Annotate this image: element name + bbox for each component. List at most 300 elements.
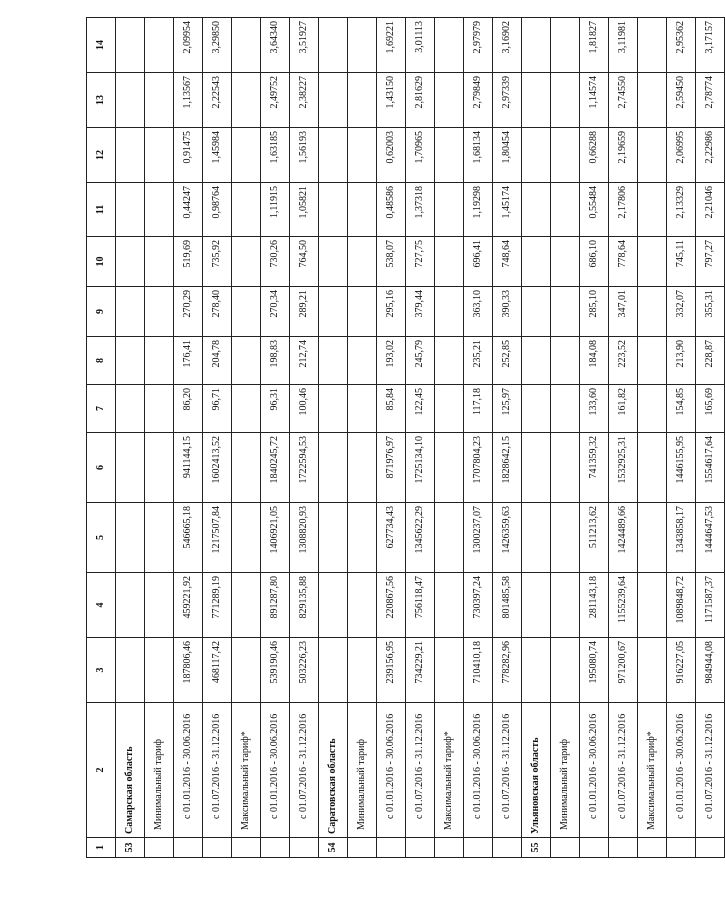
tariff-type-label: Максимальный тариф* [435, 703, 464, 838]
period-row [580, 18, 609, 858]
empty-cell [145, 385, 174, 433]
value-cell-col-11: 1,45174 [493, 183, 522, 237]
empty-cell [319, 638, 348, 703]
value-cell-col-4: 801485,58 [493, 573, 522, 638]
value-cell-col-5: 1343858,17 [667, 503, 696, 573]
empty-cell [406, 838, 435, 858]
value-cell-col-7: 125,97 [493, 385, 522, 433]
column-header-2: 2 [87, 703, 116, 838]
empty-cell [638, 838, 667, 858]
empty-cell [435, 337, 464, 385]
region-number: 55 [522, 838, 551, 858]
empty-cell [435, 237, 464, 287]
empty-cell [522, 433, 551, 503]
empty-cell [609, 838, 638, 858]
value-cell-col-8: 184,08 [580, 337, 609, 385]
value-cell-col-3: 710410,18 [464, 638, 493, 703]
empty-cell [145, 128, 174, 183]
value-cell-col-6: 1446155,95 [667, 433, 696, 503]
column-header-7: 7 [87, 385, 116, 433]
empty-cell [435, 433, 464, 503]
value-cell-col-12: 2,06995 [667, 128, 696, 183]
value-cell-col-4: 1089848,72 [667, 573, 696, 638]
empty-cell [464, 838, 493, 858]
value-cell-col-10: 735,92 [203, 237, 232, 287]
empty-cell [348, 638, 377, 703]
value-cell-col-13: 2,78774 [696, 73, 725, 128]
value-cell-col-3: 984944,08 [696, 638, 725, 703]
value-cell-col-6: 1722594,53 [290, 433, 319, 503]
tariff-type-label: Максимальный тариф* [638, 703, 667, 838]
period-label: с 01.01.2016 - 30.06.2016 [464, 703, 493, 838]
period-row [406, 18, 435, 858]
period-row [667, 18, 696, 858]
value-cell-col-8: 213,90 [667, 337, 696, 385]
value-cell-col-6: 1828642,15 [493, 433, 522, 503]
empty-cell [145, 838, 174, 858]
empty-cell [116, 18, 145, 73]
empty-cell [203, 838, 232, 858]
empty-cell [319, 337, 348, 385]
empty-cell [522, 128, 551, 183]
empty-cell [116, 183, 145, 237]
value-cell-col-12: 2,22986 [696, 128, 725, 183]
empty-cell [348, 128, 377, 183]
value-cell-col-4: 1171587,37 [696, 573, 725, 638]
empty-cell [522, 385, 551, 433]
empty-cell [261, 838, 290, 858]
empty-cell [145, 73, 174, 128]
empty-cell [348, 385, 377, 433]
empty-cell [638, 18, 667, 73]
value-cell-col-5: 1300237,07 [464, 503, 493, 573]
empty-cell [551, 838, 580, 858]
empty-cell [638, 638, 667, 703]
empty-cell [319, 237, 348, 287]
value-cell-col-13: 2,49752 [261, 73, 290, 128]
empty-cell [348, 183, 377, 237]
empty-cell [551, 128, 580, 183]
value-cell-col-9: 347,01 [609, 287, 638, 337]
value-cell-col-4: 281143,18 [580, 573, 609, 638]
region-number: 53 [116, 838, 145, 858]
empty-cell [116, 337, 145, 385]
value-cell-col-14: 3,29850 [203, 18, 232, 73]
value-cell-col-6: 941144,15 [174, 433, 203, 503]
value-cell-col-13: 1,14574 [580, 73, 609, 128]
value-cell-col-10: 519,69 [174, 237, 203, 287]
empty-cell [232, 385, 261, 433]
value-cell-col-14: 1,69221 [377, 18, 406, 73]
value-cell-col-9: 390,33 [493, 287, 522, 337]
empty-cell [551, 385, 580, 433]
value-cell-col-3: 195080,74 [580, 638, 609, 703]
value-cell-col-12: 1,80454 [493, 128, 522, 183]
value-cell-col-10: 778,64 [609, 237, 638, 287]
empty-cell [435, 503, 464, 573]
value-cell-col-3: 734229,21 [406, 638, 435, 703]
value-cell-col-10: 696,41 [464, 237, 493, 287]
value-cell-col-13: 1,13567 [174, 73, 203, 128]
column-header-12: 12 [87, 128, 116, 183]
value-cell-col-11: 1,11915 [261, 183, 290, 237]
value-cell-col-4: 891287,80 [261, 573, 290, 638]
empty-cell [348, 503, 377, 573]
empty-cell [319, 128, 348, 183]
value-cell-col-10: 797,27 [696, 237, 725, 287]
empty-cell [638, 128, 667, 183]
value-cell-col-6: 1840245,72 [261, 433, 290, 503]
value-cell-col-4: 459221,92 [174, 573, 203, 638]
value-cell-col-7: 165,69 [696, 385, 725, 433]
value-cell-col-4: 1155239,64 [609, 573, 638, 638]
empty-cell [232, 183, 261, 237]
empty-cell [522, 638, 551, 703]
empty-cell [174, 838, 203, 858]
empty-cell [551, 638, 580, 703]
value-cell-col-7: 117,18 [464, 385, 493, 433]
value-cell-col-9: 355,31 [696, 287, 725, 337]
empty-cell [551, 573, 580, 638]
value-cell-col-12: 0,91475 [174, 128, 203, 183]
value-cell-col-5: 627734,43 [377, 503, 406, 573]
value-cell-col-12: 0,66288 [580, 128, 609, 183]
value-cell-col-8: 198,83 [261, 337, 290, 385]
value-cell-col-14: 2,95362 [667, 18, 696, 73]
empty-cell [145, 638, 174, 703]
value-cell-col-5: 511213,62 [580, 503, 609, 573]
value-cell-col-14: 1,81827 [580, 18, 609, 73]
value-cell-col-4: 756118,47 [406, 573, 435, 638]
value-cell-col-3: 187806,46 [174, 638, 203, 703]
value-cell-col-11: 0,48586 [377, 183, 406, 237]
tariff-type-label: Минимальный тариф [551, 703, 580, 838]
period-row [261, 18, 290, 858]
column-header-1: 1 [87, 838, 116, 858]
empty-cell [145, 337, 174, 385]
value-cell-col-7: 96,71 [203, 385, 232, 433]
value-cell-col-9: 270,34 [261, 287, 290, 337]
value-cell-col-14: 2,97979 [464, 18, 493, 73]
value-cell-col-5: 1426359,63 [493, 503, 522, 573]
empty-cell [348, 337, 377, 385]
empty-cell [348, 73, 377, 128]
empty-cell [348, 287, 377, 337]
empty-cell [522, 287, 551, 337]
value-cell-col-9: 363,10 [464, 287, 493, 337]
empty-cell [551, 237, 580, 287]
empty-cell [522, 337, 551, 385]
value-cell-col-12: 1,70965 [406, 128, 435, 183]
value-cell-col-5: 1444647,53 [696, 503, 725, 573]
value-cell-col-14: 3,64340 [261, 18, 290, 73]
value-cell-col-13: 2,22543 [203, 73, 232, 128]
value-cell-col-11: 0,55484 [580, 183, 609, 237]
tariff-type-row [348, 18, 377, 858]
column-header-13: 13 [87, 73, 116, 128]
empty-cell [145, 573, 174, 638]
value-cell-col-10: 686,10 [580, 237, 609, 287]
empty-cell [319, 287, 348, 337]
period-label: с 01.01.2016 - 30.06.2016 [261, 703, 290, 838]
tariff-type-row [551, 18, 580, 858]
column-header-5: 5 [87, 503, 116, 573]
value-cell-col-6: 1707804,23 [464, 433, 493, 503]
value-cell-col-11: 1,37318 [406, 183, 435, 237]
header-row [87, 18, 116, 858]
tariff-type-row [435, 18, 464, 858]
value-cell-col-6: 1532925,31 [609, 433, 638, 503]
value-cell-col-9: 285,10 [580, 287, 609, 337]
value-cell-col-14: 3,11981 [609, 18, 638, 73]
value-cell-col-7: 133,60 [580, 385, 609, 433]
value-cell-col-10: 745,11 [667, 237, 696, 287]
column-header-8: 8 [87, 337, 116, 385]
value-cell-col-8: 235,21 [464, 337, 493, 385]
period-row [609, 18, 638, 858]
value-cell-col-5: 1308820,93 [290, 503, 319, 573]
empty-cell [232, 433, 261, 503]
empty-cell [145, 18, 174, 73]
column-header-11: 11 [87, 183, 116, 237]
value-cell-col-9: 289,21 [290, 287, 319, 337]
tariff-type-row [232, 18, 261, 858]
empty-cell [348, 838, 377, 858]
column-header-14: 14 [87, 18, 116, 73]
empty-cell [377, 838, 406, 858]
empty-cell [116, 433, 145, 503]
value-cell-col-10: 727,75 [406, 237, 435, 287]
empty-cell [145, 183, 174, 237]
empty-cell [522, 503, 551, 573]
value-cell-col-13: 1,43150 [377, 73, 406, 128]
value-cell-col-12: 1,63185 [261, 128, 290, 183]
empty-cell [638, 385, 667, 433]
empty-cell [435, 385, 464, 433]
value-cell-col-13: 2,79849 [464, 73, 493, 128]
value-cell-col-13: 2,74550 [609, 73, 638, 128]
period-label: с 01.07.2016 - 31.12.2016 [609, 703, 638, 838]
period-label: с 01.07.2016 - 31.12.2016 [406, 703, 435, 838]
value-cell-col-4: 771289,19 [203, 573, 232, 638]
region-row [522, 18, 551, 858]
period-row [696, 18, 725, 858]
empty-cell [232, 638, 261, 703]
period-label: с 01.07.2016 - 31.12.2016 [290, 703, 319, 838]
value-cell-col-8: 245,79 [406, 337, 435, 385]
value-cell-col-3: 503226,23 [290, 638, 319, 703]
value-cell-col-10: 764,50 [290, 237, 319, 287]
value-cell-col-4: 730397,24 [464, 573, 493, 638]
empty-cell [145, 287, 174, 337]
empty-cell [435, 573, 464, 638]
empty-cell [696, 838, 725, 858]
region-name: Самарская область [116, 703, 145, 838]
empty-cell [493, 838, 522, 858]
value-cell-col-7: 86,20 [174, 385, 203, 433]
empty-cell [435, 183, 464, 237]
period-label: с 01.07.2016 - 31.12.2016 [493, 703, 522, 838]
value-cell-col-3: 539190,46 [261, 638, 290, 703]
value-cell-col-7: 161,82 [609, 385, 638, 433]
value-cell-col-5: 1406921,05 [261, 503, 290, 573]
empty-cell [522, 73, 551, 128]
empty-cell [145, 503, 174, 573]
empty-cell [232, 287, 261, 337]
empty-cell [319, 18, 348, 73]
empty-cell [638, 287, 667, 337]
empty-cell [435, 638, 464, 703]
value-cell-col-5: 1217507,84 [203, 503, 232, 573]
region-number: 54 [319, 838, 348, 858]
empty-cell [116, 503, 145, 573]
value-cell-col-9: 270,29 [174, 287, 203, 337]
empty-cell [638, 183, 667, 237]
empty-cell [638, 337, 667, 385]
value-cell-col-8: 252,85 [493, 337, 522, 385]
empty-cell [232, 573, 261, 638]
period-label: с 01.01.2016 - 30.06.2016 [174, 703, 203, 838]
value-cell-col-13: 2,59450 [667, 73, 696, 128]
period-label: с 01.01.2016 - 30.06.2016 [377, 703, 406, 838]
rotated-page [86, 18, 715, 858]
empty-cell [116, 237, 145, 287]
empty-cell [435, 18, 464, 73]
period-label: с 01.07.2016 - 31.12.2016 [203, 703, 232, 838]
empty-cell [116, 573, 145, 638]
empty-cell [667, 838, 696, 858]
value-cell-col-7: 100,46 [290, 385, 319, 433]
value-cell-col-9: 379,44 [406, 287, 435, 337]
empty-cell [232, 128, 261, 183]
empty-cell [348, 237, 377, 287]
value-cell-col-14: 3,17157 [696, 18, 725, 73]
empty-cell [319, 385, 348, 433]
value-cell-col-12: 1,45984 [203, 128, 232, 183]
empty-cell [551, 503, 580, 573]
column-header-6: 6 [87, 433, 116, 503]
period-row [493, 18, 522, 858]
column-header-9: 9 [87, 287, 116, 337]
value-cell-col-6: 741359,32 [580, 433, 609, 503]
value-cell-col-9: 295,16 [377, 287, 406, 337]
empty-cell [116, 385, 145, 433]
value-cell-col-8: 228,87 [696, 337, 725, 385]
period-row [203, 18, 232, 858]
value-cell-col-9: 278,40 [203, 287, 232, 337]
empty-cell [435, 838, 464, 858]
empty-cell [319, 73, 348, 128]
empty-cell [116, 73, 145, 128]
value-cell-col-12: 2,19659 [609, 128, 638, 183]
period-label: с 01.01.2016 - 30.06.2016 [667, 703, 696, 838]
empty-cell [638, 573, 667, 638]
empty-cell [551, 433, 580, 503]
tariff-type-label: Максимальный тариф* [232, 703, 261, 838]
value-cell-col-3: 468117,42 [203, 638, 232, 703]
empty-cell [232, 73, 261, 128]
empty-cell [551, 287, 580, 337]
empty-cell [638, 433, 667, 503]
value-cell-col-12: 1,56193 [290, 128, 319, 183]
empty-cell [580, 838, 609, 858]
table-body [116, 18, 725, 858]
period-label: с 01.07.2016 - 31.12.2016 [696, 703, 725, 838]
empty-cell [232, 503, 261, 573]
value-cell-col-7: 96,31 [261, 385, 290, 433]
value-cell-col-11: 1,05821 [290, 183, 319, 237]
empty-cell [145, 237, 174, 287]
period-row [464, 18, 493, 858]
empty-cell [319, 433, 348, 503]
empty-cell [232, 337, 261, 385]
empty-cell [145, 433, 174, 503]
empty-cell [232, 18, 261, 73]
value-cell-col-13: 2,81629 [406, 73, 435, 128]
tariff-type-row [638, 18, 667, 858]
empty-cell [116, 287, 145, 337]
region-row [116, 18, 145, 858]
value-cell-col-10: 730,26 [261, 237, 290, 287]
period-row [377, 18, 406, 858]
value-cell-col-7: 85,84 [377, 385, 406, 433]
empty-cell [116, 638, 145, 703]
value-cell-col-3: 971200,67 [609, 638, 638, 703]
empty-cell [551, 73, 580, 128]
value-cell-col-10: 748,64 [493, 237, 522, 287]
value-cell-col-4: 829135,88 [290, 573, 319, 638]
value-cell-col-7: 122,45 [406, 385, 435, 433]
region-name: Саратовская область [319, 703, 348, 838]
value-cell-col-6: 1554617,64 [696, 433, 725, 503]
empty-cell [638, 237, 667, 287]
empty-cell [348, 18, 377, 73]
empty-cell [522, 183, 551, 237]
region-row [319, 18, 348, 858]
empty-cell [522, 573, 551, 638]
value-cell-col-11: 0,98764 [203, 183, 232, 237]
value-cell-col-7: 154,85 [667, 385, 696, 433]
value-cell-col-11: 2,17806 [609, 183, 638, 237]
value-cell-col-11: 2,13329 [667, 183, 696, 237]
empty-cell [551, 18, 580, 73]
empty-cell [435, 128, 464, 183]
value-cell-col-3: 239156,95 [377, 638, 406, 703]
empty-cell [319, 573, 348, 638]
value-cell-col-4: 220867,56 [377, 573, 406, 638]
empty-cell [348, 433, 377, 503]
empty-cell [232, 838, 261, 858]
empty-cell [290, 838, 319, 858]
empty-cell [638, 503, 667, 573]
value-cell-col-8: 176,41 [174, 337, 203, 385]
value-cell-col-6: 1602413,52 [203, 433, 232, 503]
value-cell-col-8: 204,78 [203, 337, 232, 385]
value-cell-col-12: 0,62003 [377, 128, 406, 183]
value-cell-col-10: 538,07 [377, 237, 406, 287]
value-cell-col-13: 2,97339 [493, 73, 522, 128]
empty-cell [551, 183, 580, 237]
value-cell-col-8: 193,02 [377, 337, 406, 385]
tariff-type-row [145, 18, 174, 858]
value-cell-col-11: 2,21046 [696, 183, 725, 237]
value-cell-col-8: 212,74 [290, 337, 319, 385]
tariff-type-label: Минимальный тариф [348, 703, 377, 838]
value-cell-col-6: 1725134,10 [406, 433, 435, 503]
value-cell-col-11: 0,44247 [174, 183, 203, 237]
empty-cell [319, 183, 348, 237]
value-cell-col-5: 1424489,66 [609, 503, 638, 573]
